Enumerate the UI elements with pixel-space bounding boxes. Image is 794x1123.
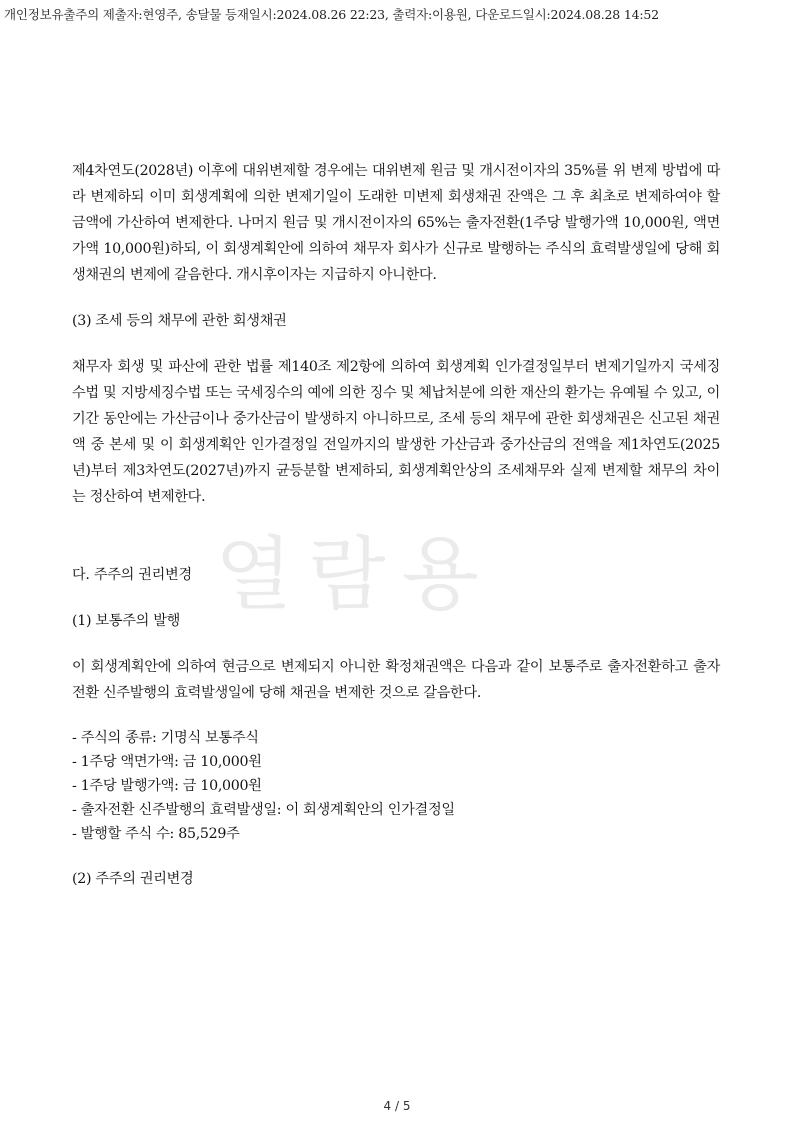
subsection-shareholder-rights-change-title: (2) 주주의 권리변경 — [72, 871, 194, 887]
section-tax-claims-title: (3) 조세 등의 채무에 관한 회생채권 — [72, 313, 287, 329]
paragraph-repayment-method: 제4차연도(2028년) 이후에 대위변제할 경우에는 대위변제 원금 및 개시전이자의 35%를 위 변제 방법에 따라 변제하되 이미 회생계획에 의한 변제기일이 도래한 미변제 회생채권 잔액은 그 후 최초로 변제하여야 할 금액에 가산하여 변제한다. 나머지 원금 및 개시전이자의 65%는 출자전환(1주당 발행가액 10,000원, 액면가액 10,000원)하되, 이 회생계획안에 의하여 채무자 회사가 신규로 발행하는 주식의 효력발생일에 당해 회생채권의 변제에 갈음한다. 개시후이자는 지급하지 아니한다. — [72, 163, 720, 283]
list-item: - 1주당 액면가액: 금 10,000원 — [72, 754, 262, 770]
document-body — [72, 158, 720, 892]
section-shareholder-rights-title: 다. 주주의 권리변경 — [72, 567, 192, 583]
list-item: - 발행할 주식 수: 85,529주 — [72, 826, 240, 842]
paragraph-tax-claims: 채무자 회생 및 파산에 관한 법률 제140조 제2항에 의하여 회생계획 인가결정일부터 변제기일까지 국세징수법 및 지방세징수법 또는 국세징수의 예에 의한 징수 및 체납처분에 의한 재산의 환가는 유예될 수 있고, 이 기간 동안에는 가산금이나 중가산금이 발생하지 아니하므로, 조세 등의 채무에 관한 회생채권은 신고된 채권액 중 본세 및 이 회생계획안 인가결정일 전일까지의 발생한 가산금과 중가산금의 전액을 제1차연도(2025년)부터 제3차연도(2027년)까지 균등분할 변제하되, 회생계획안상의 조세채무와 실제 변제할 채무의 차이는 정산하여 변제한다. — [72, 359, 720, 505]
subsection-common-stock-title: (1) 보통주의 발행 — [72, 613, 181, 629]
paragraph-debt-equity-swap: 이 회생계획안에 의하여 현금으로 변제되지 아니한 확정채권액은 다음과 같이 보통주로 출자전환하고 출자전환 신주발행의 효력발생일에 당해 채권을 변제한 것으로 갈음한다. — [72, 659, 720, 701]
list-item: - 출자전환 신주발행의 효력발생일: 이 회생계획안의 인가결정일 — [72, 802, 455, 818]
page-number: 4 / 5 — [383, 1099, 411, 1113]
download-info-header: 개인정보유출주의 제출자:현영주, 송달물 등재일시:2024.08.26 22:23, 출력자:이용원, 다운로드일시:2024.08.28 14:52 — [4, 7, 659, 22]
watermark: 열람용 — [215, 528, 495, 621]
stock-issuance-terms-list — [72, 726, 720, 846]
list-item: - 주식의 종류: 기명식 보통주식 — [72, 730, 259, 746]
list-item: - 1주당 발행가액: 금 10,000원 — [72, 778, 262, 794]
